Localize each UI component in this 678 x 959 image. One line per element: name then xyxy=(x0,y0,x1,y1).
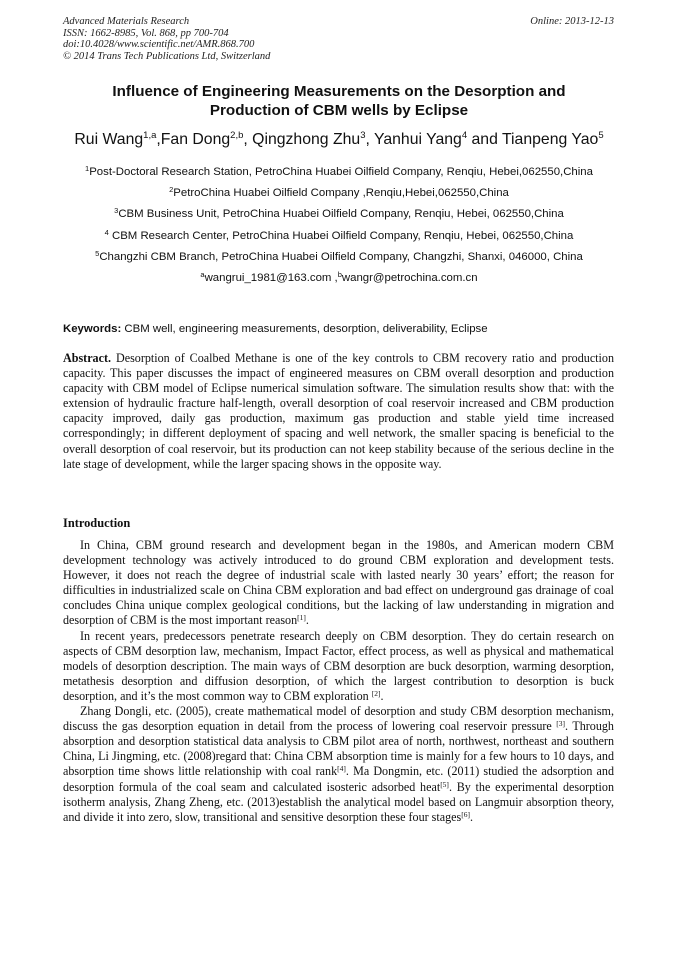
introduction-body xyxy=(63,538,614,825)
title-line-1: Influence of Engineering Measurements on the Desorption and xyxy=(112,83,566,100)
author-emails xyxy=(55,271,623,286)
affiliation-1 xyxy=(55,165,623,180)
paragraph-text: In China, CBM ground research and development began in the 1980s, and American modern CBM development technology was actively introduced to do ground CBM exploration and development tests. However, it does not reach the degree of industrial scale with lasted nearly 30 years’ effort; the reason for difficulties in industrialized scale on China CBM exploration and bad effect on underground gas drainage of coal concludes China unique complex geological conditions, but the lacking of law understanding in migration and desorption of CBM is the most important reason xyxy=(63,538,614,628)
citation[interactable]: [6] xyxy=(461,809,470,819)
title-line-2: Production of CBM wells by Eclipse xyxy=(209,102,469,119)
abstract xyxy=(63,351,614,472)
author-sup: 3 xyxy=(360,130,366,141)
section-heading-introduction: Introduction xyxy=(63,516,131,530)
affiliation-sup: 3 xyxy=(114,206,119,216)
citation[interactable]: [1] xyxy=(297,613,306,623)
affiliation-2 xyxy=(55,186,623,201)
email-sup: a xyxy=(200,269,205,279)
paragraph-text: . xyxy=(380,688,384,703)
paragraph-text: . Through absorption and desorption statistical data analysis to CBM pilot area of north, northwest, northeast and southern China, Li Jingming, etc. (2008)regard that: China CBM absorption time is mainly for a few hours to 10 days, and absorption time shows little relationship with coal rank xyxy=(63,719,614,779)
author-sep: , xyxy=(243,131,253,148)
citation[interactable]: [4] xyxy=(337,764,346,774)
author-sup: 5 xyxy=(598,130,604,141)
affiliation-text: PetroChina Huabei Oilfield Company ,Renqiu,Hebei,062550,China xyxy=(173,187,509,200)
affiliation-text: CBM Business Unit, PetroChina Huabei Oilfield Company, Renqiu, Hebei, 062550,China xyxy=(118,208,564,221)
affiliation-text: Post-Doctoral Research Station, PetroChina Huabei Oilfield Company, Renqiu, Hebei,062550,China xyxy=(89,166,593,178)
email-link[interactable]: wangrui_1981@163.com , xyxy=(204,271,338,284)
author-list xyxy=(30,130,648,150)
author-name: Yanhui Yang xyxy=(373,131,462,148)
affiliation-sup: 1 xyxy=(85,164,90,173)
abstract-text: Desorption of Coalbed Methane is one of the key controls to CBM recovery ratio and production capacity. This paper discusses the impact of engineered measures on CBM overall desorption and production capacity with CBM model of Eclipse numerical simulation software. The simulation results show that: with the extension of hydraulic fracture half-length, overall desorption of coal reservoir increased and CBM production capacity improved, daily gas production, maximum gas production and stable yield time increased correspondingly; in different deployment of spacing and well network, the smaller spacing is beneficial to the overall desorption of coal reservoir, but its production can not keep stability because of the serious decline in the late stage of development, while the larger spacing shows in the opposite way. xyxy=(63,351,614,471)
paper-title xyxy=(40,82,638,120)
affiliations xyxy=(55,165,623,292)
paragraph-text: . xyxy=(305,613,309,628)
author-name: Qingzhong Zhu xyxy=(252,131,361,148)
affiliation-3 xyxy=(55,207,623,222)
paragraph-text: . By the experimental desorption isotherm analysis, Zhang Zheng, etc. (2013)establish the analytical model based on Langmuir absorption theory, and divide it into zero, slow, transitional and sensitive desorption these four stages xyxy=(63,779,614,824)
online-date: Online: 2013-12-13 xyxy=(530,16,614,27)
author-sup: 1,a xyxy=(143,130,157,141)
citation[interactable]: [5] xyxy=(440,779,449,789)
paragraph xyxy=(63,704,614,825)
journal-name: Advanced Materials Research xyxy=(63,16,190,27)
abstract-label: Abstract. xyxy=(63,351,112,365)
author-name: Rui Wang xyxy=(74,131,144,148)
affiliation-sup: 4 xyxy=(104,227,109,237)
paragraph-text: . xyxy=(469,809,474,824)
affiliation-sup: 5 xyxy=(95,248,100,258)
affiliation-sup: 2 xyxy=(169,185,174,195)
paragraph xyxy=(63,538,614,629)
journal-header xyxy=(63,16,270,62)
citation[interactable]: [3] xyxy=(556,719,566,729)
author-sep: and xyxy=(467,131,502,148)
paragraph-text: In recent years, predecessors penetrate research deeply on CBM desorption. They do certain research on aspects of CBM desorption law, mechanism, Impact Factor, effect process, as well as physical and mathematical models of desorption description. The main ways of CBM desorption are buck desorption, warming desorption, metathesis desorption and diffusion desorption, of which the largest contribution to desorption is buck desorption, and it’s the most common way to CBM exploration xyxy=(63,628,614,703)
affiliation-text: CBM Research Center, PetroChina Huabei Oilfield Company, Renqiu, Hebei, 062550,China xyxy=(108,229,574,242)
email-sup: b xyxy=(337,269,342,279)
author-sep: , xyxy=(156,131,161,148)
doi-line: doi:10.4028/www.scientific.net/AMR.868.700 xyxy=(63,39,255,50)
keywords-text: CBM well, engineering measurements, desorption, deliverability, Eclipse xyxy=(121,323,488,335)
email-link[interactable]: wangr@petrochina.com.cn xyxy=(341,271,478,284)
affiliation-text: Changzhi CBM Branch, PetroChina Huabei Oilfield Company, Changzhi, Shanxi, 046000, China xyxy=(99,250,583,263)
affiliation-4 xyxy=(55,229,623,244)
author-sep: , xyxy=(365,131,374,148)
affiliation-5 xyxy=(55,250,623,265)
paragraph-text: . Ma Dongmin, etc. (2011) studied the adsorption and desorption formula of the coal seam and calculated isosteric adsorbed heat xyxy=(63,764,614,794)
copyright-line: © 2014 Trans Tech Publications Ltd, Switzerland xyxy=(63,50,271,62)
issn-line: ISSN: 1662-8985, Vol. 868, pp 700-704 xyxy=(63,27,229,39)
paragraph xyxy=(63,629,614,704)
author-sup: 4 xyxy=(461,130,468,141)
keywords xyxy=(63,322,615,336)
citation[interactable]: [2] xyxy=(371,688,381,698)
paragraph-text: Zhang Dongli, etc. (2005), create mathematical model of desorption and study CBM desorption mechanism, discuss the gas desorption equation in detail from the process of lowering coal reservoir pressure xyxy=(63,704,614,734)
author-name: Tianpeng Yao xyxy=(501,131,599,148)
keywords-label: Keywords: xyxy=(63,323,122,335)
author-name: Fan Dong xyxy=(160,131,231,148)
author-sup: 2,b xyxy=(230,130,244,141)
